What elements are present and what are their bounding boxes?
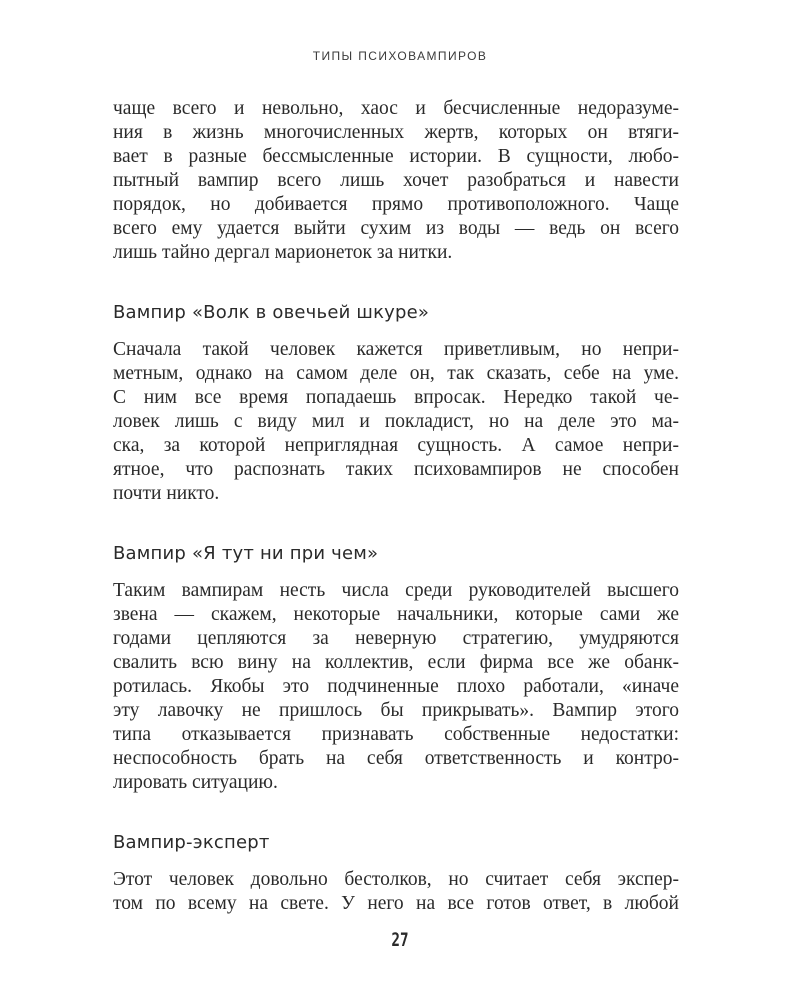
text-line: порядок, но добивается прямо противоположного. Чаще [113, 194, 679, 215]
text-line: чаще всего и невольно, хаос и бесчисленные недоразуме- [113, 98, 679, 119]
section-heading-expert: Вампир-эксперт [113, 832, 270, 853]
text-line: Сначала такой человек кажется приветливым, но непри- [113, 339, 679, 360]
text-line: всего ему удается выйти сухим из воды — ведь он всего [113, 218, 679, 239]
text-line: ска, за которой неприглядная сущность. А самое непри- [113, 435, 679, 456]
text-line: неспособность брать на себя ответственность и контро- [113, 748, 679, 769]
text-line: С ним все время попадаешь впросак. Нередко такой че- [113, 387, 679, 408]
paragraph-2 [113, 338, 679, 506]
text-line: ловек лишь с виду мил и покладист, но на деле это ма- [113, 411, 679, 432]
paragraph-1 [113, 97, 679, 265]
text-line: лишь тайно дергал марионеток за нитки. [113, 242, 453, 263]
text-line: Этот человек довольно бестолков, но считает себя экспер- [113, 869, 679, 890]
text-line: том по всему на свете. У него на все готов ответ, в любой [113, 893, 679, 914]
text-line: пытный вампир всего лишь хочет разобраться и навести [113, 170, 679, 191]
page-body [113, 97, 679, 916]
text-line: годами цепляются за неверную стратегию, умудряются [113, 628, 679, 649]
section-heading-wolf: Вампир «Волк в овечьей шкуре» [113, 302, 430, 323]
text-line: лировать ситуацию. [113, 772, 278, 793]
text-line: эту лавочку не пришлось бы прикрывать». Вампир этого [113, 700, 679, 721]
section-heading-not-me: Вампир «Я тут ни при чем» [113, 543, 379, 564]
text-line: метным, однако на самом деле он, так сказать, себе на уме. [113, 363, 679, 384]
page-number: 27 [391, 929, 409, 951]
text-line: типа отказывается признавать собственные недостатки: [113, 724, 679, 745]
paragraph-3 [113, 579, 679, 795]
paragraph-4 [113, 868, 679, 916]
text-line: ния в жизнь многочисленных жертв, которых он втяги- [113, 122, 679, 143]
text-line: свалить всю вину на коллектив, если фирма все же обанк- [113, 652, 679, 673]
text-line: вает в разные бессмысленные истории. В сущности, любо- [113, 146, 679, 167]
running-head: ТИПЫ ПСИХОВАМПИРОВ [312, 49, 488, 63]
text-line: ятное, что распознать таких психовампиров не способен [113, 459, 679, 480]
text-line: почти никто. [113, 483, 220, 504]
text-line: Таким вампирам несть числа среди руководителей высшего [113, 580, 679, 601]
text-line: звена — скажем, некоторые начальники, которые сами же [113, 604, 679, 625]
text-line: ротилась. Якобы это подчиненные плохо работали, «иначе [113, 676, 679, 697]
